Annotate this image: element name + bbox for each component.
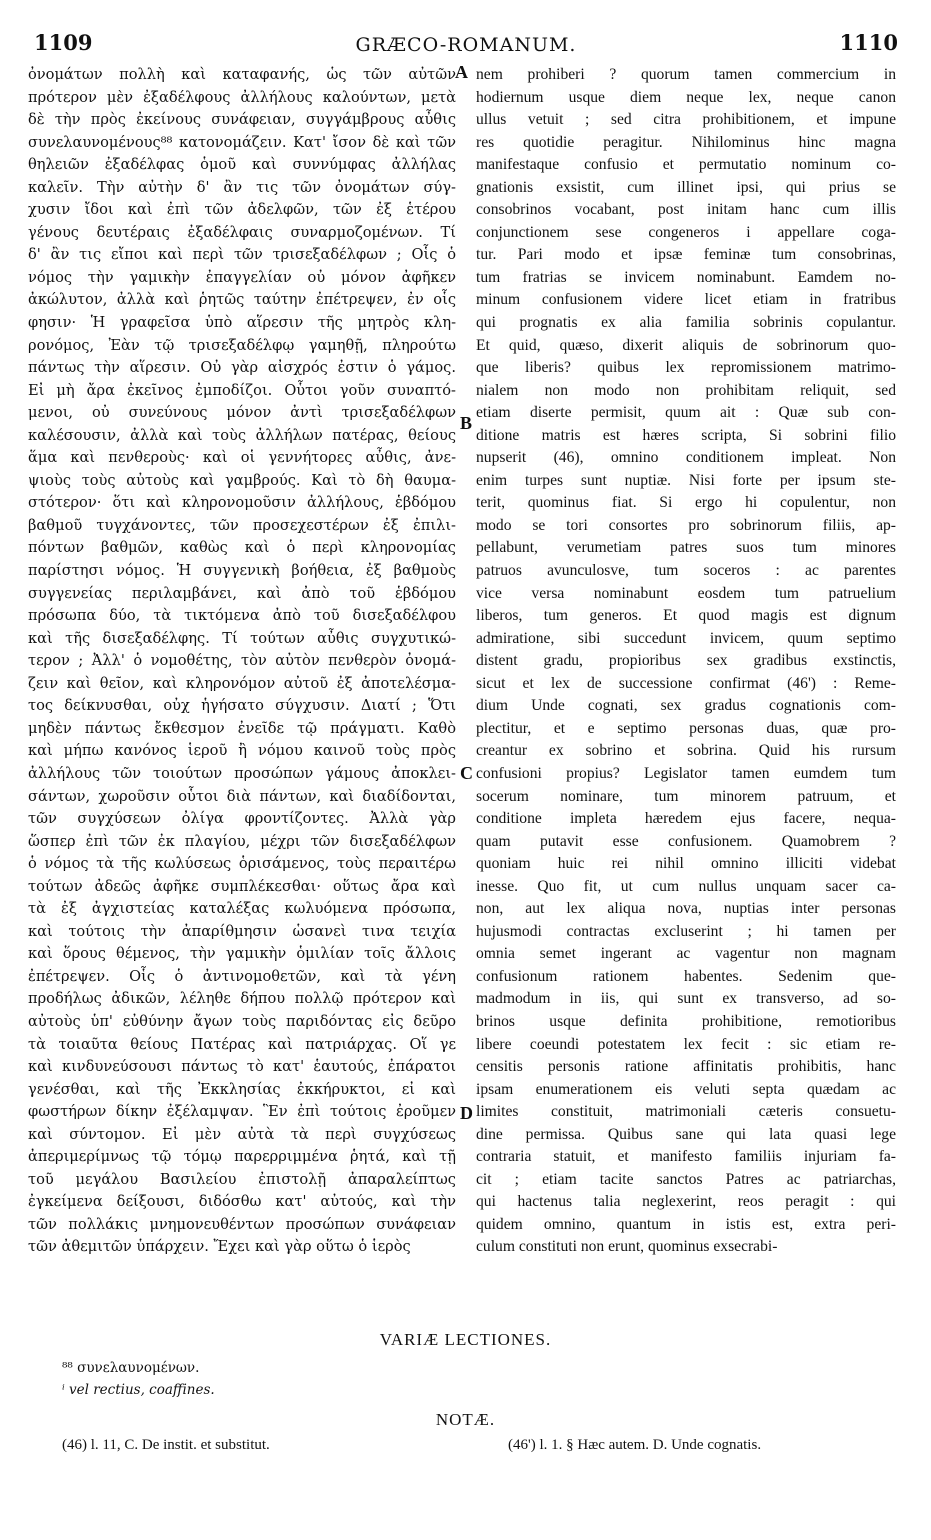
greek-text-line: ζειν καὶ θεῖον, καὶ κληρονόμον αὐτοῦ ἐξ ἀποτελέσμα- (28, 674, 456, 692)
latin-text-column (476, 64, 896, 1259)
latin-text-line: Et quid, quæso, dixerit aliquis de sobrinorum quo- (476, 336, 896, 354)
latin-text-line: brinos usque definita prohibitione, remotioribus (476, 1012, 896, 1030)
notae-heading: NOTÆ. (435, 1410, 496, 1429)
latin-text-line: inesse. Quo fit, ut cum nullus unquam sacer ca- (476, 877, 896, 895)
greek-text-line: πρόσωπα δύο, τὰ τικτόμενα ἀπὸ τοῦ δισεξαδέλφου (28, 607, 456, 625)
greek-text-line: τούτων ἀδεῶς ἀφῆκε συμπλέκεσθαι· οὕτως ἄρα καὶ (28, 877, 456, 895)
greek-text-line: τὰ ἐξ ἀγχιστείας καταλέξας κωλυόμενα πρόσωπα, (28, 900, 456, 918)
margin-marker-a: A (455, 62, 468, 82)
variae-lectiones-heading: VARIÆ LECTIONES. (379, 1330, 552, 1349)
greek-text-line: αὐτοὺς ὑπ' εὐθύνην ἄγων τοὺς παριδόντας εἰς δεῦρο (28, 1012, 456, 1030)
latin-text-line: quidem omnino, quantum in istis est, extra peri- (476, 1215, 896, 1233)
latin-text-line: pellabunt, verumetiam patres suos tum minores (476, 539, 896, 557)
variant-reading-greek: ⁸⁸ συνελαυνομένων. (62, 1360, 200, 1376)
margin-marker-c: C (460, 763, 473, 783)
greek-text-line: νόμος τὴν γαμικὴν ἐπαγγελίαν οὐ μόνον ἀφῆκεν (28, 268, 456, 286)
latin-text-line: censitis personis ratione affinitatis prohibitis, hanc (476, 1058, 896, 1076)
greek-text-line: χυσιν ἴδοι καὶ ἐπὶ τῶν ἀδελφῶν, τῶν ἐξ ἑτέρου (28, 201, 456, 219)
greek-text-line: παρίστησι νόμος. Ἡ συγγενικὴ βοήθεια, ἐξ βαθμοὺς (28, 562, 456, 580)
latin-text-line: confusionum rationem habentes. Sedenim que- (476, 967, 896, 985)
greek-text-column (28, 64, 456, 1259)
greek-text-line: πάντως τὴν αἵρεσιν. Οὐ γὰρ αἰσχρός ἐστιν ὁ γάμος. (28, 359, 456, 377)
greek-text-line: βαθμοῦ τυγχάνοντες, τῶν προσεχεστέρων ἐξ ἐπιλι- (28, 516, 456, 534)
greek-text-line: τος δείκνυσθαι, οὐχ ἡγήσατο σύγχυσιν. Διατί ; Ὅτι (28, 697, 456, 715)
latin-text-line: etiam diserte permisit, quum ait : Quæ sub con- (476, 404, 896, 422)
latin-text-line: madmodum in iis, qui sunt ex transverso, ad so- (476, 990, 896, 1008)
latin-text-line: qui hactenus talia neglexerint, reos peragit : qui (476, 1193, 896, 1211)
latin-text-line: hujusmodi contractas excluserint ; hi tamen per (476, 922, 896, 940)
greek-text-line: ἀπεριμερίμνως τῷ τόμῳ παρερριμμένα ῥητά, καὶ τῇ (28, 1148, 456, 1166)
latin-text-line: quoniam huic rei nihil omnino illiciti videbat (476, 855, 896, 873)
greek-text-line: καὶ τῆς δισεξαδέλφης. Τί τούτων αὖθις συγχυτικώ- (28, 629, 456, 647)
greek-text-line: ρονόμος, Ἐὰν τῷ τρισεξαδέλφῳ γαμηθῇ, πληρούτω (28, 336, 456, 354)
greek-text-line: φησιν· Ἡ γραφεῖσα ὑπὸ αἵρεσιν τῆς μητρὸς κλη- (28, 314, 456, 332)
greek-text-line: καλέσουσιν, ἀλλὰ καὶ τοὺς ἀλλήλων πατέρας, θείους (28, 426, 456, 444)
latin-text-line: non, aut lex aliqua nova, nuptias inter personas (476, 900, 896, 918)
greek-text-line: καὶ σύντομον. Εἰ μὲν αὐτὰ τὰ περὶ συγχύσεως (28, 1125, 456, 1143)
greek-text-line: ἅμα καὶ πενθεροὺς· καὶ οἱ γεννήτορες αὖθις, ἀνε- (28, 449, 456, 467)
greek-text-line: τῶν συγχύσεων ὀλίγα φροντίζοντες. Ἀλλὰ γὰρ (28, 810, 456, 828)
latin-text-line: ditione matris est hæres scripta, Si sobrini filio (476, 426, 896, 444)
greek-text-line: ἀλλήλους τῶν τοιούτων προσώπων γάμους ἀποκλει- (28, 764, 456, 782)
latin-text-line: nialem non modo non prohibitam reliquit, sed (476, 381, 896, 399)
variae-lectiones-list (62, 1357, 215, 1401)
greek-text-line: δ' ἂν τις εἴποι καὶ περὶ τῶν τρισεξαδέλφων ; Οἷς ὁ (28, 246, 456, 264)
greek-text-line: ψιοὺς τοὺς αὐτοὺς καὶ γαμβρούς. Καὶ τὸ δὴ θαυμα- (28, 471, 456, 489)
greek-text-line: Εἰ μὴ ἄρα ἐκεῖνος ἐμποδίζοι. Οὗτοι γοῦν συναπτό- (28, 381, 456, 399)
latin-text-line: conjunctionem sese congeneros i appellare coga- (476, 223, 896, 241)
latin-text-line: tur. Pari modo et ipsæ feminæ tum consobrinas, (476, 246, 896, 264)
latin-text-line: plectitur, et e septimo personas duas, quæ pro- (476, 719, 896, 737)
greek-text-line: μενοι, οὐ συνεύνους μόνον ἀντὶ τρισεξαδέλφων (28, 404, 456, 422)
latin-text-line: dine permissa. Quibus sane qui lata quasi lege (476, 1125, 896, 1143)
greek-text-line: πρότερον μὲν ἐξαδέλφους ἀλλήλους καλούντων, μετὰ (28, 88, 456, 106)
greek-text-line: γένους δευτέραις ἐξαδέλφαις συναρμοζομένων. Τί (28, 223, 456, 241)
latin-text-line: sicut et lex de successione confirmat (46') : Reme- (476, 674, 896, 692)
latin-text-line: terit, quominus fiat. Si ergo hi copulentur, non (476, 494, 896, 512)
page-header (34, 30, 898, 60)
page-number-left: 1109 (34, 30, 93, 55)
margin-marker-b: B (460, 413, 473, 433)
latin-text-line: consobrinos vocabant, post initam hanc cum illis (476, 201, 896, 219)
latin-text-line: gnationis exsistit, cum illinet ipsi, qui prius se (476, 178, 896, 196)
greek-text-line: καλεῖν. Τὴν αὐτὴν δ' ἂν τις τῶν ὀνομάτων σύγ- (28, 178, 456, 196)
latin-text-line: vice versa nominabunt eosdem tum patruelium (476, 584, 896, 602)
latin-text-line: ullus vetuit ; sed citra prohibitionem, et impune (476, 111, 896, 129)
greek-text-line: γενέσθαι, καὶ τῆς Ἐκκλησίας ἐκκήρυκτοι, εἰ καὶ (28, 1080, 456, 1098)
latin-text-line: omnia semet ingerant ac vagentur non magnam (476, 945, 896, 963)
greek-text-line: ὀνομάτων πολλὴ καὶ καταφανής, ὡς τῶν αὐτῶν (28, 66, 456, 83)
greek-text-line: μηδὲν πάντως ἔκθεσμον ἐνεῖδε τῷ πράγματι. Καθὸ (28, 719, 456, 737)
latin-text-line: libere coeundi potestatem lex fecit : sic etiam re- (476, 1035, 896, 1053)
greek-text-line: καὶ κινδυνεύσουσι πάντως τὸ κατ' ἑαυτούς, ἐπάρατοι (28, 1058, 456, 1076)
latin-text-line: cit ; etiam tacite sanctos Patres ac patriarchas, (476, 1170, 896, 1188)
greek-text-line: τῶν ἀθεμιτῶν ὑπάρχειν. Ἔχει καὶ γὰρ οὕτω ὁ ἱερὸς (28, 1238, 411, 1256)
latin-text-line: modo se tori consortes pro sobrinorum filiis, ap- (476, 516, 896, 534)
greek-text-line: τὰ τοιαῦτα θείους Πατέρας καὶ πατριάρχας. Οἵ γε (28, 1035, 456, 1053)
latin-text-line: ipsam enumerationem eis veluti septa quædam ac (476, 1080, 896, 1098)
latin-text-line: hodiernum usque diem neque lex, neque canon (476, 88, 896, 106)
latin-text-line: qui prognatis ex alia familia sobrinis copulantur. (476, 314, 896, 332)
note-46-prime: (46') l. 1. § Hæc autem. D. Unde cognatis. (508, 1437, 762, 1453)
latin-text-line: dium Unde cognati, sex gradus cognationis com- (476, 697, 896, 715)
page-number-right: 1110 (839, 30, 898, 55)
greek-text-line: καὶ ὅρους θέμενος, τὴν γαμικὴν ὁμιλίαν τοῖς ἄλλοις (28, 945, 456, 963)
greek-text-line: προδήλως ἀδικῶν, λέληθε δήπου πολλῷ πρότερον καὶ (28, 990, 456, 1008)
greek-text-line: τῶν πολλάκις μνημονευθέντων προσώπων συνάφειαν (28, 1215, 456, 1233)
greek-text-line: ἐγκείμενα δείξουσι, διδόσθω κατ' αὐτούς, καὶ τὴν (28, 1193, 456, 1211)
latin-text-line: distent gradu, propioribus sex gradibus exstinctis, (476, 652, 896, 670)
greek-text-line: συγγενείας περιλαμβάνει, καὶ ἀπὸ τοῦ ἑβδόμου (28, 584, 456, 602)
latin-text-line: conditione impleta hæredem ejus facere, nequa- (476, 810, 896, 828)
latin-text-line: minum confusionem videre licet etiam in fratribus (476, 291, 896, 309)
latin-text-line: contraria statuit, et manifesto familiis injuriam fa- (476, 1148, 896, 1166)
note-46: (46) l. 11, C. De instit. et substitut. (62, 1437, 270, 1453)
latin-text-line: quam putavit esse confusionem. Quamobrem ? (476, 832, 896, 850)
greek-text-line: σάντων, χωροῦσιν οὗτοι διὰ πάντων, καὶ διαδίδονται, (28, 787, 456, 805)
latin-text-line: liberos, tum generos. Et quod magis est dignum (476, 607, 896, 625)
greek-text-line: τοῦ μεγάλου Βασιλείου ἐπιστολῇ ἀπαραλείπτως (28, 1170, 456, 1188)
greek-text-line: τερον ; Ἀλλ' ὁ νομοθέτης, τὸν αὐτὸν πενθερὸν ὀνομά- (28, 652, 456, 670)
latin-text-line: tum fratrias se invicem nominabunt. Eamdem no- (476, 268, 896, 286)
latin-text-line: confusioni propius? Legislator tamen eumdem tum (476, 764, 896, 782)
greek-text-line: καὶ τούτοις τὴν ἀπαρίθμησιν ὡσανεὶ τινα τειχία (28, 922, 456, 940)
latin-text-line: socerum nominare, tum minorem patruum, et (476, 787, 896, 805)
greek-text-line: ὥσπερ ἐπὶ τῶν ἐκ πλαγίου, μέχρι τῶν δισεξαδέλφων (28, 832, 456, 850)
greek-text-line: στότερον· ὅτι καὶ κληρονομοῦσιν ἀλλήλους, ἑβδόμου (28, 494, 456, 512)
latin-text-line: manifestaque confusio et permutatio nominum co- (476, 156, 896, 174)
latin-text-line: nem prohiberi ? quorum tamen commercium in (476, 66, 896, 83)
greek-text-line: καὶ μήπω κανόνος ἱεροῦ ἢ νόμου καινοῦ τοὺς πρὸς (28, 742, 456, 760)
latin-text-line: admiratione, sibi succedunt invicem, quum septimo (476, 629, 896, 647)
greek-text-line: δὲ τὴν πρὸς ἐκείνους συνάφειαν, συγγάμβρους αὖθις (28, 111, 456, 129)
latin-text-line: que liberis? quibus lex repromissionem matrimo- (476, 359, 896, 377)
latin-text-line: creantur ex sobrino et sobrina. Quid his rursum (476, 742, 896, 760)
greek-text-line: ἀκώλυτον, ἀλλὰ καὶ ῥητῶς ταύτην ἐπέτρεψεν, ἐν οἷς (28, 291, 456, 309)
variant-reading-latin: ⁱ vel rectius, coaffines. (62, 1382, 215, 1398)
greek-text-line: ὁ νόμος τὰ τῆς κωλύσεως ὁρισάμενος, τοὺς περαιτέρω (28, 855, 456, 873)
latin-text-line: culum constituti non erunt, quominus exsecrabi- (476, 1238, 778, 1256)
margin-marker-d: D (460, 1103, 473, 1123)
greek-text-line: συνελαυνομένους⁸⁸ κατονομάζειν. Κατ' ἴσον δὲ καὶ τῶν (28, 133, 456, 151)
greek-text-line: φωστήρων δίκην ἐξέλαμψαν. Ἓν ἐπὶ τούτοις ἐροῦμεν (28, 1103, 456, 1121)
greek-text-line: ἐπέτρεψεν. Οἷς ὁ ἀντινομοθετῶν, καὶ τὰ γένη (28, 967, 456, 985)
greek-text-line: πόντων βαθμῶν, καθὼς καὶ ὁ περὶ κληρονομίας (28, 539, 456, 557)
latin-text-line: limites constituit, matrimoniali cæteris consuetu- (476, 1103, 896, 1121)
running-title: GRÆCO-ROMANUM. (355, 34, 577, 56)
latin-text-line: enim turpes sunt nuptiæ. Nisi forte per ipsum ste- (476, 471, 896, 489)
latin-text-line: patruos avunculosve, tum soceros : ac parentes (476, 562, 896, 580)
greek-text-line: θηλειῶν ἐξαδέλφας ὁμοῦ καὶ συννύμφας ἀλλήλας (28, 156, 456, 174)
latin-text-line: res quotidie peragitur. Nihilominus hinc magna (476, 133, 896, 151)
latin-text-line: nupserit (46), omnino conditionem impleat. Non (476, 449, 896, 467)
